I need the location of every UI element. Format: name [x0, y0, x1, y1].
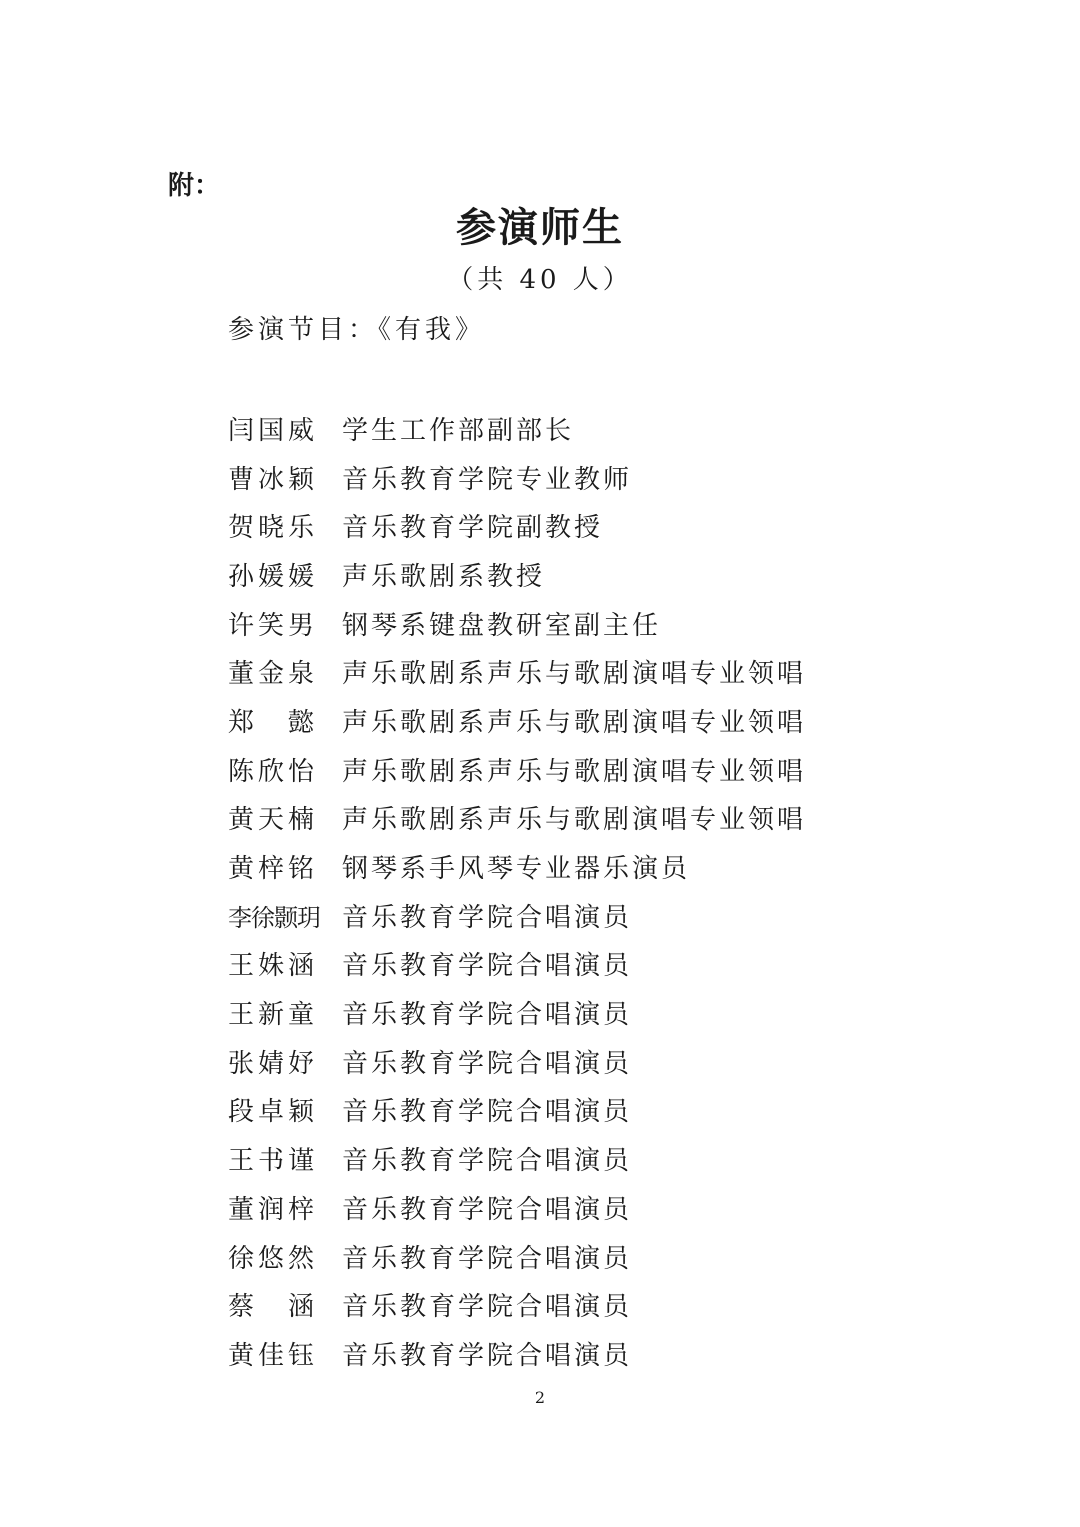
- list-item: [228, 842, 928, 891]
- participant-name: 黄天楠: [228, 805, 319, 836]
- participant-role: 音乐教育学院合唱演员: [342, 951, 633, 982]
- participant-name: 曹冰颖: [228, 464, 319, 495]
- list-item: [228, 1232, 928, 1281]
- participant-role: 音乐教育学院合唱演员: [342, 1194, 633, 1225]
- attachment-label: 附：: [168, 171, 221, 201]
- participant-role: 音乐教育学院合唱演员: [342, 1000, 633, 1031]
- participant-role: 声乐歌剧系声乐与歌剧演唱专业领唱: [342, 707, 807, 738]
- participant-name: 贺晓乐: [228, 513, 319, 544]
- participant-name: 徐悠然: [228, 1243, 319, 1274]
- list-item: [228, 940, 928, 989]
- participant-name: 段卓颖: [228, 1097, 319, 1128]
- list-item: [228, 988, 928, 1037]
- participant-name: 闫国威: [228, 415, 319, 446]
- participant-count: （共 40 人）: [447, 265, 633, 295]
- participant-role: 音乐教育学院合唱演员: [342, 902, 633, 933]
- page-number: 2: [534, 1388, 546, 1407]
- list-item: [228, 1134, 928, 1183]
- participant-role: 声乐歌剧系教授: [342, 561, 546, 592]
- participant-name: 黄梓铭: [228, 854, 319, 885]
- participant-role: 声乐歌剧系声乐与歌剧演唱专业领唱: [342, 659, 807, 690]
- list-item: [228, 1329, 928, 1378]
- participant-role: 音乐教育学院合唱演员: [342, 1292, 633, 1323]
- participant-role: 音乐教育学院合唱演员: [342, 1340, 633, 1371]
- list-item: [228, 453, 928, 502]
- list-item: [228, 745, 928, 794]
- participant-name: 孙媛媛: [228, 561, 319, 592]
- participant-role: 钢琴系键盘教研室副主任: [342, 610, 662, 641]
- program-line: 参演节目：《有我》: [228, 315, 486, 345]
- participant-name: 董润梓: [228, 1194, 319, 1225]
- list-item: [228, 501, 928, 550]
- list-item: [228, 1183, 928, 1232]
- participant-name: 许笑男: [228, 610, 319, 641]
- participant-role: 钢琴系手风琴专业器乐演员: [342, 854, 691, 885]
- list-item: [228, 1086, 928, 1135]
- page-title: 参演师生: [456, 205, 624, 251]
- list-item: [228, 404, 928, 453]
- participant-role: 音乐教育学院合唱演员: [342, 1146, 633, 1177]
- participant-name: 王书谨: [228, 1146, 319, 1177]
- list-item: [228, 1037, 928, 1086]
- participant-role: 音乐教育学院专业教师: [342, 464, 633, 495]
- list-item: [228, 696, 928, 745]
- participant-role: 学生工作部副部长: [342, 415, 575, 446]
- list-item: [228, 550, 928, 599]
- participant-name: 黄佳钰: [228, 1340, 319, 1371]
- participant-role: 声乐歌剧系声乐与歌剧演唱专业领唱: [342, 805, 807, 836]
- participant-name: 董金泉: [228, 659, 319, 690]
- participant-name: 王姝涵: [228, 951, 319, 982]
- participant-name: 蔡 涵: [228, 1292, 319, 1323]
- list-item: [228, 1280, 928, 1329]
- participant-role: 声乐歌剧系声乐与歌剧演唱专业领唱: [342, 756, 807, 787]
- participant-name: 李徐颢玥: [228, 903, 320, 932]
- participant-role: 音乐教育学院合唱演员: [342, 1243, 633, 1274]
- participant-role: 音乐教育学院副教授: [342, 513, 604, 544]
- list-item: [228, 891, 928, 940]
- participant-name: 陈欣怡: [228, 756, 319, 787]
- participant-role: 音乐教育学院合唱演员: [342, 1097, 633, 1128]
- participant-role: 音乐教育学院合唱演员: [342, 1048, 633, 1079]
- list-item: [228, 599, 928, 648]
- list-item: [228, 647, 928, 696]
- participant-list: [228, 404, 928, 1378]
- participant-name: 王新童: [228, 1000, 319, 1031]
- list-item: [228, 794, 928, 843]
- participant-name: 郑 懿: [228, 707, 319, 738]
- participant-name: 张婧妤: [228, 1048, 319, 1079]
